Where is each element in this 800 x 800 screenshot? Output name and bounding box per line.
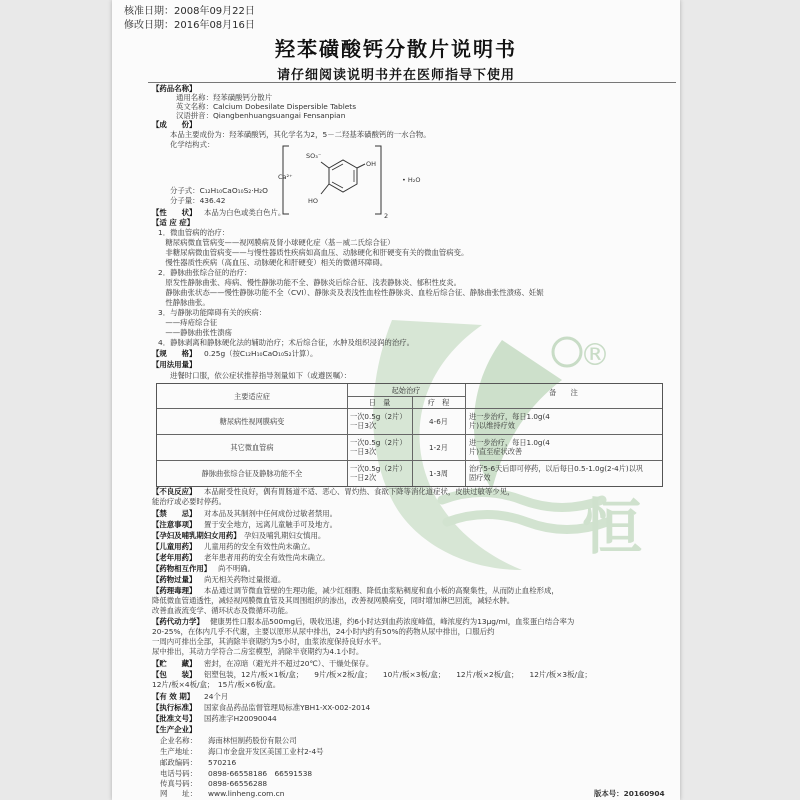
table-row-course: 1-2月 [429, 443, 448, 452]
manufacturer-web: www.linheng.com.cn [208, 789, 285, 798]
table-row-remark: 治疗5-6天后即可停药，以后每日0.5-1.0g(2-4片)以巩固疗效 [469, 464, 644, 482]
manufacturer-address-label: 生产地址： [160, 747, 197, 756]
molecular-formula: 分子式：C₁₂H₁₀CaO₁₀S₂·H₂O [170, 186, 268, 195]
validity-text: 24个月 [204, 692, 229, 701]
structure-label: 化学结构式： [170, 140, 215, 149]
table-row-remark: 进一步治疗，每日1.0g(4片)直至症状改善 [469, 438, 550, 456]
structure-ho: HO [308, 197, 319, 205]
section-heading-validity: 【有 效 期】 [152, 692, 195, 701]
indication-line: 非糖尿病微血管病变——与慢性器质性疾病如高血压、动脉硬化和肝硬变有关的微血管病变。 [158, 248, 469, 257]
revision-date: 修改日期：2016年08月16日 [124, 20, 255, 31]
manufacturer-postcode-label: 邮政编码： [160, 758, 197, 767]
section-heading-usage: 【用法用量】 [152, 360, 197, 369]
standard-text: 国家食品药品监督管理局标准YBH1-XX-002-2014 [204, 703, 371, 712]
properties-text: 本品为白色或类白色片。 [204, 208, 286, 217]
section-heading-drug-name: 【药品名称】 [152, 84, 197, 93]
table-row-amount: 一次0.5g（2片）一日2次 [350, 464, 407, 482]
indication-line: 3．与静脉功能障碍有关的疾病： [158, 308, 267, 317]
table-row-remark: 进一步治疗，每日1.0g(4片)以维持疗效 [469, 412, 550, 430]
pharmacology-text: 改善血液流变学、循环状态及微循环功能。 [152, 606, 293, 615]
instruction-sheet [112, 0, 680, 800]
section-heading-contraindications: 【禁 忌】 [152, 509, 197, 518]
specification-text: 0.25g（按C₁₂H₁₀CaO₁₀S₂计算）。 [204, 349, 318, 358]
table-row-indication: 静脉曲张综合征及静脉功能不全 [201, 469, 303, 478]
ingredients-text: 本品主要成份为：羟苯磺酸钙，其化学名为2，5－二羟基苯磺酸钙的一水合物。 [170, 130, 431, 139]
section-heading-ingredients: 【成 份】 [152, 120, 197, 129]
chemical-structure-diagram [277, 138, 622, 223]
manufacturer-fax: 0898-66556288 [208, 779, 268, 788]
overdose-text: 尚无相关药物过量报道。 [204, 575, 286, 584]
manufacturer-phone-label: 电话号码： [160, 769, 197, 778]
indication-line: 2．静脉曲张综合征的治疗： [158, 268, 252, 277]
pharmacokinetics-text: 一周内可排出全部，其消除半衰期约为5小时，血浆浓度保持良好水平。 [152, 637, 386, 646]
section-heading-elderly: 【老年用药】 [152, 553, 197, 562]
indication-line: ——痔疮综合征 [158, 318, 218, 327]
section-heading-approval: 【批准文号】 [152, 714, 197, 723]
section-heading-pharmacokinetics: 【药代动力学】 [152, 617, 204, 626]
elderly-text: 老年患者用药的安全有效性尚未确立。 [204, 553, 330, 562]
table-row-indication: 糖尿病性视网膜病变 [219, 417, 285, 426]
document-subtitle: 请仔细阅读说明书并在医师指导下使用 [276, 68, 515, 83]
section-heading-package: 【包 装】 [152, 670, 197, 679]
structure-ca: Ca²⁺ [278, 173, 293, 181]
generic-name: 通用名称：羟苯磺酸钙分散片 [176, 93, 273, 102]
manufacturer-web-label: 网 址： [160, 789, 197, 798]
pinyin-name: 汉语拼音：Qiangbenhuangsuangai Fensanpian [176, 111, 346, 120]
section-heading-pregnancy: 【孕妇及哺乳期妇女用药】 [152, 531, 241, 540]
manufacturer-postcode: 570216 [208, 758, 237, 767]
section-heading-precautions: 【注意事项】 [152, 520, 197, 529]
precautions-text: 置于安全地方，远离儿童触手可及地方。 [204, 520, 338, 529]
indication-line: 性静脉曲张。 [158, 298, 210, 307]
approval-text: 国药准字H20090044 [204, 714, 277, 723]
table-row-amount: 一次0.5g（2片）一日3次 [350, 412, 407, 430]
section-heading-standard: 【执行标准】 [152, 703, 197, 712]
table-row-amount: 一次0.5g（2片）一日3次 [350, 438, 407, 456]
pharmacokinetics-text: 20-25%，在体内几乎不代谢，主要以原形从尿中排出，24小时内约有50%的药物从尿中排出，口服后约 [152, 627, 495, 636]
usage-intro: 进餐时口服，依公症状推荐指导剂量如下（或遵医嘱）： [170, 371, 352, 380]
watermark-brand-char: 恒 [582, 493, 642, 563]
table-header-amount: 日 量 [368, 398, 391, 407]
manufacturer-fax-label: 传真号码： [160, 779, 197, 788]
adverse-text: 能治疗或必要时停药。 [152, 497, 226, 506]
pharmacokinetics-text: 健康男性口服本品500mg后，吸收迅速，约6小时达到血药浓度峰值，峰浓度约为13μg/ml，血浆蛋白结合率为 [210, 617, 575, 626]
children-text: 儿童用药的安全有效性尚未确立。 [204, 542, 315, 551]
section-heading-storage: 【贮 藏】 [152, 659, 197, 668]
table-header-remark: 备 注 [549, 388, 578, 397]
indication-line: 静脉曲张状态——慢性静脉功能不全（CVI）、静脉炎及表浅性血栓性静脉炎、血栓后综合征、静脉曲张性溃疡、妊娠 [158, 288, 544, 297]
english-name: 英文名称：Calcium Dobesilate Dispersible Tablets [176, 102, 357, 111]
section-heading-pharmacology: 【药理毒理】 [152, 586, 197, 595]
package-text: 铝塑包装，12片/板×1板/盒； 9片/板×2板/盒； 10片/板×3板/盒； 12片/板×2板/盒； 12片/板×3板/盒； [204, 670, 592, 679]
section-heading-overdose: 【药物过量】 [152, 575, 197, 584]
section-heading-properties: 【性 状】 [152, 208, 197, 217]
pregnancy-text: 孕妇及哺乳期妇女慎用。 [244, 531, 326, 540]
approval-date: 核准日期：2008年09月22日 [124, 6, 255, 17]
section-heading-adverse: 【不良反应】 [152, 487, 197, 496]
structure-subscript: 2 [384, 212, 389, 220]
pharmacology-text: 本品通过调节微血管壁的生理功能，减少红细胞、降低血浆粘稠度和血小板的高聚集性，从而防止血栓形成， [204, 586, 559, 595]
table-header-initial: 起始治疗 [391, 386, 421, 395]
table-row-course: 1-3周 [429, 469, 448, 478]
table-header-indication: 主要适应症 [234, 392, 270, 401]
table-header-course: 疗 程 [427, 398, 450, 407]
indication-line: 原发性静脉曲张、痔病、慢性静脉功能不全、静脉炎后综合征、浅表静脉炎、郁积性皮炎。 [158, 278, 462, 287]
table-row-course: 4-6月 [429, 417, 448, 426]
molecular-weight: 分子量：436.42 [170, 196, 226, 205]
document-title: 羟苯磺酸钙分散片说明书 [275, 37, 517, 61]
package-text: 12片/板×4板/盒； 15片/板×6板/盒。 [152, 680, 281, 689]
structure-water: • H₂O [402, 176, 421, 184]
section-heading-specification: 【规 格】 [152, 349, 197, 358]
pharmacology-text: 降低微血管通透性，减轻视网膜微血管及其周围组织的渗出，改善视网膜病变，同时增加淋巴回流，减轻水肿。 [152, 596, 515, 605]
manufacturer-phone: 0898-66558186 66591538 [208, 769, 313, 778]
dosage-table [156, 383, 663, 487]
structure-so3: SO₃⁻ [306, 152, 322, 160]
interactions-text: 尚不明确。 [218, 564, 255, 573]
indication-line: ——静脉曲张性溃疡 [158, 328, 232, 337]
adverse-text: 本品耐受性良好，偶有胃肠道不适、恶心、胃灼热、食欲下降等消化道症状，皮肤过敏等少见， [204, 487, 515, 496]
indication-line: 慢性器质性疾病（高血压、动脉硬化和肝硬变）相关的微循环障碍。 [158, 258, 388, 267]
contraindications-text: 对本品及其制剂中任何成份过敏者禁用。 [204, 509, 338, 518]
pharmacokinetics-text: 尿中排出，其动力学符合二房室模型，消除半衰期约为4.1小时。 [152, 647, 364, 656]
manufacturer-name: 海南林恒制药股份有限公司 [208, 736, 297, 745]
registered-mark: ® [580, 338, 610, 373]
section-heading-indications: 【适 应 症】 [152, 218, 195, 227]
indication-line: 4．静脉剥离和静脉硬化法的辅助治疗；术后综合征，水肿及组织浸润的治疗。 [158, 338, 414, 347]
top-rule [148, 82, 676, 83]
indication-line: 1．微血管病的治疗： [158, 228, 230, 237]
indication-line: 糖尿病微血管病变——视网膜病及肾小球硬化症（基－威二氏综合征） [158, 238, 395, 247]
section-heading-manufacturer: 【生产企业】 [152, 725, 197, 734]
storage-text: 密封，在凉暗（避光并不超过20℃）、干燥处保存。 [204, 659, 374, 668]
structure-oh: OH [366, 160, 377, 168]
manufacturer-name-label: 企业名称： [160, 736, 197, 745]
table-row-indication: 其它微血管病 [230, 443, 274, 452]
section-heading-interactions: 【药物相互作用】 [152, 564, 212, 573]
section-heading-children: 【儿童用药】 [152, 542, 197, 551]
version-number: 版本号：20160904 [594, 789, 665, 798]
manufacturer-address: 海口市金盘开发区美国工业村2-4号 [208, 747, 324, 756]
